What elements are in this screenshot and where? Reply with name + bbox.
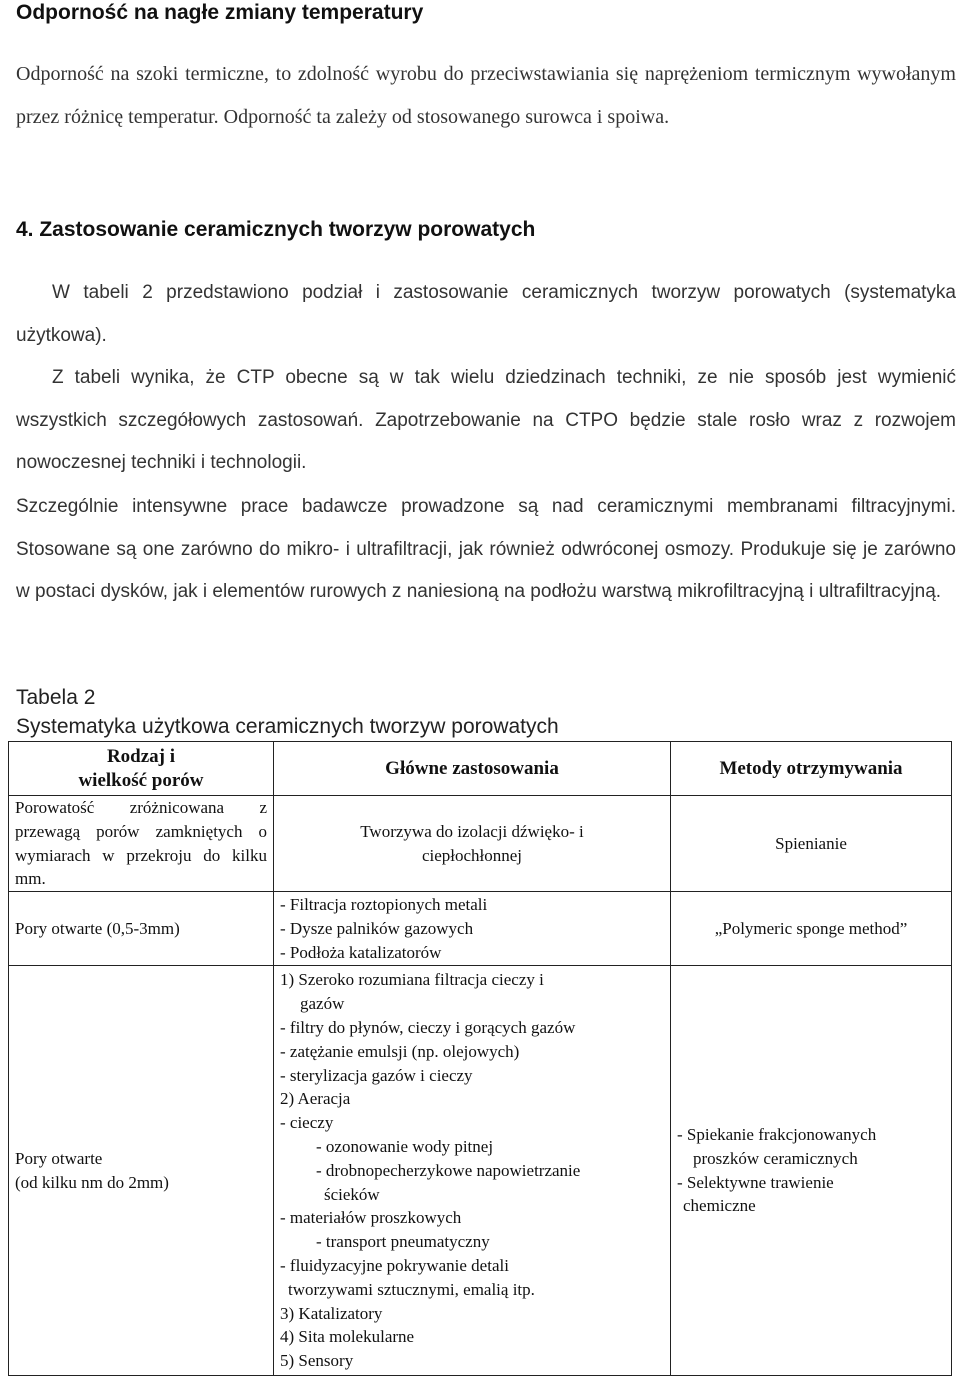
row1-applications [274, 796, 671, 892]
row3-application-item: - drobnopecherzykowe napowietrzanie [316, 1160, 581, 1180]
row2-method: „Polymeric sponge method” [671, 892, 952, 966]
row3-application-item: 2) Aeracja [280, 1089, 351, 1109]
row2-applications [274, 892, 671, 966]
row1-method: Spienianie [671, 796, 952, 892]
row3-application-item: 1) Szeroko rozumiana filtracja cieczy i [280, 970, 544, 990]
row2-application-item: - Podłoża katalizatorów [280, 942, 442, 962]
row3-application-item: 4) Sita molekularne [280, 1327, 415, 1347]
row3-application-item: - cieczy [280, 1113, 334, 1133]
row3-methods [671, 966, 952, 1376]
header-pore-type-line2: wielkość porów [78, 769, 204, 791]
table-row-3 [9, 966, 952, 1376]
row3-application-item: - materiałów proszkowych [280, 1208, 462, 1228]
row2-pore-type: Pory otwarte (0,5-3mm) [9, 892, 274, 966]
row1-application-line1: Tworzywa do izolacji dźwięko- i [360, 821, 584, 841]
row3-application-item: 3) Katalizatory [280, 1303, 383, 1323]
header-methods: Metody otrzymywania [671, 742, 952, 796]
row3-applications [274, 966, 671, 1376]
row3-application-item: 5) Sensory [280, 1351, 354, 1371]
row3-method-item: - Selektywne trawienie [677, 1172, 834, 1192]
table-title: Systematyka użytkowa ceramicznych tworzyw porowatych [16, 715, 559, 738]
paragraph-1: W tabeli 2 przedstawiono podział i zastosowanie ceramicznych tworzyw porowatych (systematyka użytkowa). [16, 282, 956, 346]
row2-application-item: - Filtracja roztopionych metali [280, 894, 488, 914]
row3-application-item: - filtry do płynów, cieczy i gorących gazów [280, 1018, 576, 1037]
table-header-row [9, 742, 952, 796]
row3-application-item: ścieków [324, 1184, 380, 1204]
row3-application-item: - fluidyzacyjne pokrywanie detali [280, 1255, 509, 1275]
row3-method-item: proszków ceramicznych [693, 1148, 858, 1168]
row3-method-item: chemiczne [683, 1196, 756, 1216]
paragraph-2: Z tabeli wynika, że CTP obecne są w tak wielu dziedzinach techniki, ze nie sposób jest wymienić wszystkich szczegółowych zastosowań. Zapotrzebowanie na CTPO będzie stale rosło wraz z rozwojem nowoczesnej techniki i technologii. [16, 367, 956, 473]
row3-pore-type [9, 966, 274, 1376]
row3-application-item: - transport pneumatyczny [316, 1232, 490, 1252]
section-title: Odporność na nagłe zmiany temperatury [16, 1, 424, 24]
row3-application-item: - ozonowanie wody pitnej [316, 1136, 494, 1156]
row1-pore-type: Porowatość zróżnicowana z przewagą porów zamkniętych o wymiarach w przekroju do kilku mm. [9, 796, 274, 892]
row2-application-item: - Dysze palników gazowych [280, 918, 474, 938]
header-pore-type-line1: Rodzaj i [106, 745, 176, 767]
table-row-1 [9, 796, 952, 892]
row3-application-item: - zatężanie emulsji (np. olejowych) [280, 1041, 520, 1061]
row3-pore-type-line1: Pory otwarte [15, 1148, 103, 1168]
table-label: Tabela 2 [16, 686, 96, 709]
row3-application-item: tworzywami sztucznymi, emalią itp. [288, 1279, 535, 1299]
header-pore-type [9, 742, 274, 796]
row3-method-item: - Spiekanie frakcjonowanych [677, 1125, 877, 1145]
row3-application-item: gazów [300, 994, 345, 1014]
paragraph-3: Szczególnie intensywne prace badawcze prowadzone są nad ceramicznymi membranami filtracyjnymi. Stosowane są one zarówno do mikro- i ultrafiltracji, jak również odwróconej osmozy. Produkuje się je zarówno w postaci dysków, jak i elementów rurowych z naniesioną na podłożu warstwą mikrofiltracyjną i ultrafiltracyjną. [16, 496, 956, 602]
header-applications: Główne zastosowania [274, 742, 671, 796]
row3-pore-type-line2: (od kilku nm do 2mm) [15, 1172, 169, 1192]
table-row-2 [9, 892, 952, 966]
heading-4: 4. Zastosowanie ceramicznych tworzyw porowatych [16, 218, 536, 241]
intro-paragraph: Odporność na szoki termiczne, to zdolność wyrobu do przeciwstawiania się naprężeniom termicznym wywołanym przez różnicę temperatur. Odporność ta zależy od stosowanego surowca i spoiwa. [16, 63, 956, 128]
pore-systematics-table [8, 741, 952, 1376]
row3-application-item: - sterylizacja gazów i cieczy [280, 1065, 473, 1085]
row1-application-line2: ciepłochłonnej [421, 845, 523, 865]
